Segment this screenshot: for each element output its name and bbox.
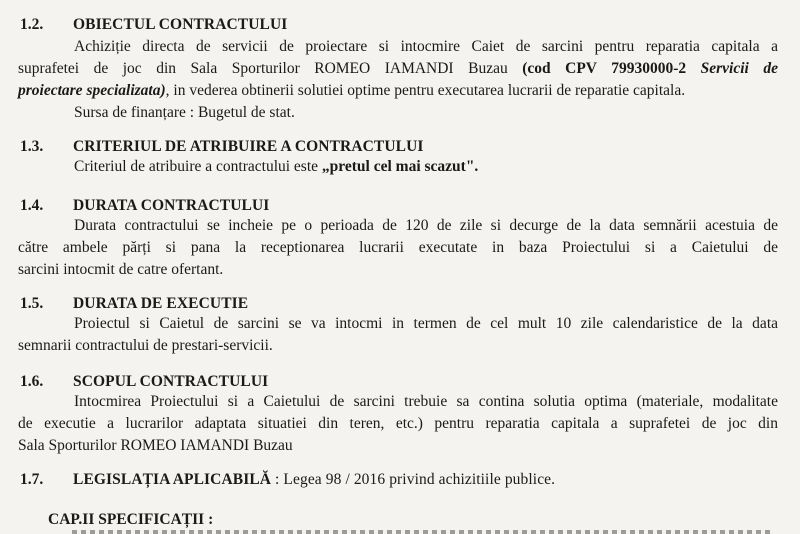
section-heading: CRITERIUL DE ATRIBUIRE A CONTRACTULUI xyxy=(73,138,424,155)
text-run: Criteriul de atribuire a contractului este xyxy=(74,158,322,175)
legislation-text: : Legea 98 / 2016 privind achizitiile publice. xyxy=(271,471,556,488)
award-criterion: „pretul cel mai scazut". xyxy=(321,158,479,175)
section-body xyxy=(18,215,778,281)
cpv-code: (cod CPV 79930000-2 xyxy=(522,60,701,77)
paragraph-line: sarcini intocmit de catre ofertant. xyxy=(18,261,224,278)
section-heading-inline xyxy=(73,469,555,491)
paragraph-line: Durata contractului se incheie pe o perioada de 120 de zile si decurge de la data semnării acestuia de xyxy=(74,217,778,234)
paragraph-line: către ambele părți si pana la receptionarea lucrarii executate in baza Proiectului si a Caietului de xyxy=(18,239,778,256)
section-body xyxy=(18,313,778,357)
text-run: suprafetei de joc din Sala Sporturilor ROMEO IAMANDI Buzau xyxy=(18,60,523,77)
section-heading: SCOPUL CONTRACTULUI xyxy=(73,373,269,390)
section-body xyxy=(18,36,778,124)
cpv-description: proiectare specializata) xyxy=(18,82,166,99)
section-number: 1.7. xyxy=(20,471,44,488)
paragraph-line: semnarii contractului de prestari-servicii. xyxy=(18,337,273,354)
paragraph-line: Intocmirea Proiectului si a Caietului de sarcini trebuie sa contina solutia optima (materiale, modalitate xyxy=(74,393,778,410)
section-heading: OBIECTUL CONTRACTULUI xyxy=(73,16,288,33)
cut-off-text-line xyxy=(72,530,772,534)
chapter-heading: CAP.II SPECIFICAȚII : xyxy=(48,511,214,528)
paragraph-line: de executie a lucrarilor adaptata situatiei din teren, etc.) pentru reparatia capitala a suprafetei de joc din xyxy=(18,415,778,432)
paragraph-line: Achiziție directa de servicii de proiectare si intocmire Caiet de sarcini pentru reparatia capitala a xyxy=(74,38,778,55)
text-run: , in vederea obtinerii solutiei optime pentru executarea lucrarii de reparatie capitala. xyxy=(165,82,686,99)
legislation-title: LEGISLAȚIA APLICABILĂ xyxy=(73,471,272,488)
section-heading: DURATA DE EXECUTIE xyxy=(73,295,249,312)
paragraph-line: Sala Sporturilor ROMEO IAMANDI Buzau xyxy=(18,437,293,454)
funding-source: Sursa de finanțare : Bugetul de stat. xyxy=(74,104,295,121)
paragraph-line xyxy=(18,80,778,102)
section-body xyxy=(18,391,778,457)
section-number: 1.5. xyxy=(20,295,44,312)
section-heading: DURATA CONTRACTULUI xyxy=(73,197,270,214)
section-number: 1.3. xyxy=(20,138,44,155)
section-body xyxy=(18,156,778,178)
cpv-description: Servicii de xyxy=(700,60,778,77)
section-number: 1.6. xyxy=(20,373,44,390)
paragraph-line: Proiectul si Caietul de sarcini se va intocmi in termen de cel mult 10 zile calendaristice de la data xyxy=(74,315,778,332)
paragraph-line xyxy=(18,58,778,80)
paragraph-line xyxy=(18,156,778,178)
section-number: 1.2. xyxy=(20,16,44,33)
section-number: 1.4. xyxy=(20,197,44,214)
